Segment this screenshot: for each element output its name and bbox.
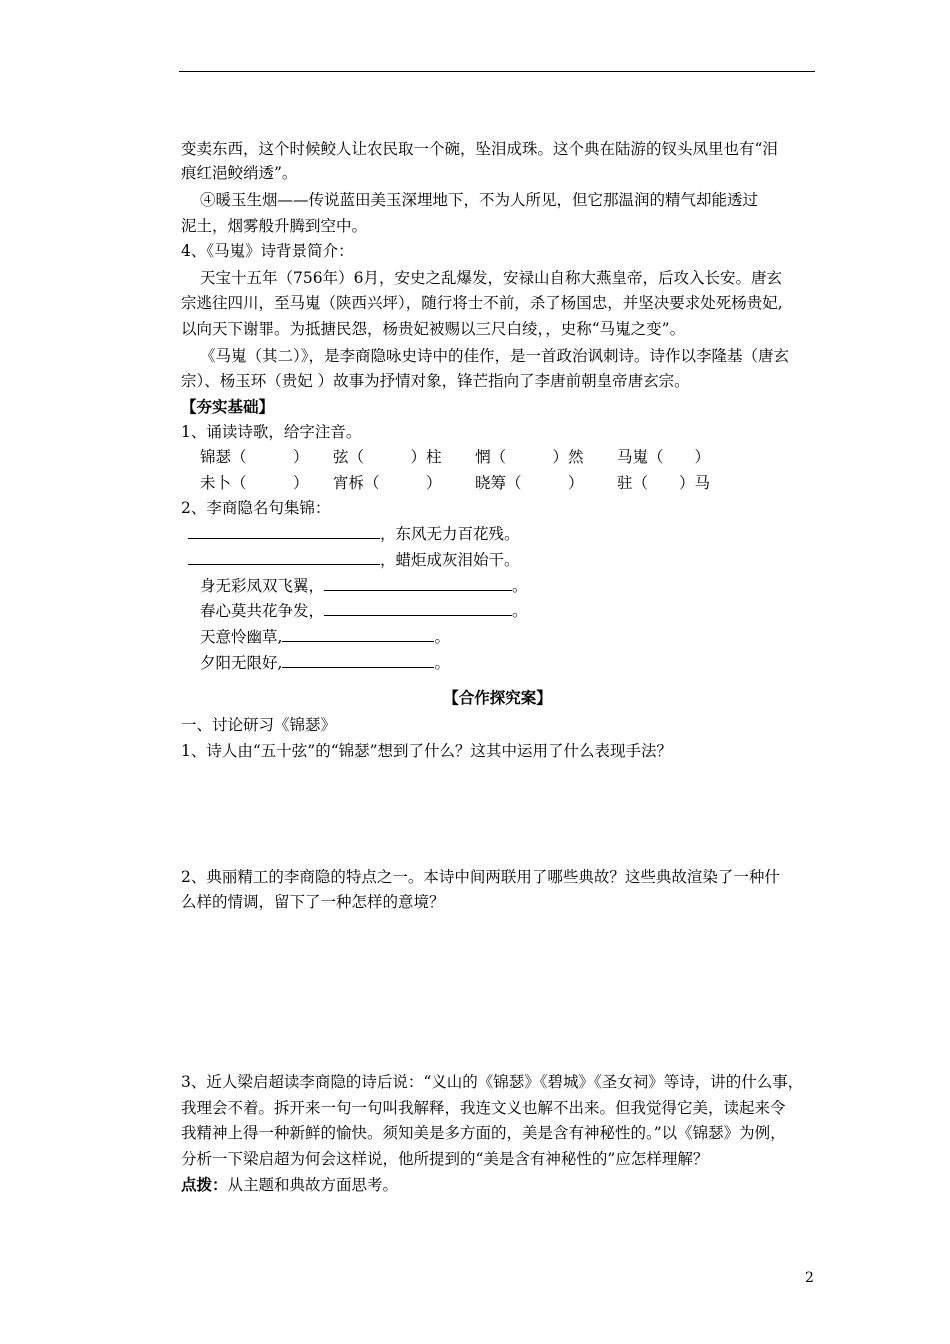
- hint: [181, 1174, 398, 1196]
- pinyin-item: 宵柝（ ）: [333, 474, 442, 492]
- verse-line: 夕阳无限好, 。: [200, 654, 450, 672]
- section4-p1-line2: 宗逃往四川，至马嵬（陕西兴坪），随行将士不前，杀了杨国忠，并坚决要求处死杨贵妃,: [181, 294, 783, 312]
- fill-blank[interactable]: [188, 549, 380, 565]
- pinyin-item: 晓筹（ ）: [475, 474, 584, 492]
- verse-line: 身无彩凤双飞翼， 。: [200, 577, 528, 595]
- pinyin-item: 惘（ ）然: [475, 448, 584, 466]
- hint-text: 从主题和典故方面思考。: [227, 1176, 399, 1194]
- para1-line1: 变卖东西，这个时候鲛人让农民取一个碗，坠泪成珠。这个典在陆游的钗头凤里也有“泪: [181, 140, 778, 158]
- pinyin-item: 驻（ ）马: [617, 474, 711, 492]
- hint-label: 点拨：: [181, 1175, 228, 1194]
- question-3-line1: 3、近人梁启超读李商隐的诗后说：“义山的《锦瑟》《碧城》《圣女祠》等诗，讲的什么事，: [181, 1073, 804, 1091]
- basics-q1: 1、诵读诗歌，给字注音。: [181, 423, 362, 441]
- pinyin-item: 弦（ ）柱: [333, 448, 442, 466]
- para2-line1: ④暖玉生烟——传说蓝田美玉深埋地下，不为人所见，但它那温润的精气却能透过: [200, 191, 759, 209]
- header-rule: [179, 71, 815, 72]
- fill-blank[interactable]: [282, 626, 434, 642]
- explore-subheading: 一、讨论研习《锦瑟》: [181, 716, 337, 734]
- section4-p1-line1: 天宝十五年（756年）6月，安史之乱爆发，安禄山自称大燕皇帝，后攻入长安。唐玄: [200, 269, 782, 287]
- para1-line2: 痕红浥鲛绡透”。: [181, 164, 298, 182]
- question-3-line2: 我理会不着。拆开来一句一句叫我解释，我连文义也解不出来。但我觉得它美，读起来令: [181, 1099, 786, 1117]
- para2-line2: 泥土，烟雾般升腾到空中。: [181, 217, 368, 235]
- question-2-line1: 2、典丽精工的李商隐的特点之一。本诗中间两联用了哪些典故？这些典故渲染了一种什: [181, 868, 780, 886]
- fill-blank[interactable]: [324, 600, 512, 616]
- pinyin-item: 锦瑟（ ）: [200, 448, 309, 466]
- basics-q2: 2、李商隐名句集锦：: [181, 499, 331, 517]
- question-1: 1、诗人由“五十弦”的“锦瑟”想到了什么？这其中运用了什么表现手法？: [181, 742, 673, 760]
- fill-blank[interactable]: [188, 523, 380, 539]
- question-3-line4: 分析一下梁启超为何会这样说，他所提到的“美是含有神秘性的”应怎样理解？: [181, 1150, 709, 1168]
- verse-line: ，东风无力百花残。: [188, 523, 520, 545]
- section4-heading: 4、《马嵬》诗背景简介：: [181, 242, 354, 260]
- verse-line: ，蜡炬成灰泪始干。: [188, 549, 520, 571]
- pinyin-item: 未卜（ ）: [200, 474, 309, 492]
- section4-p1-line3: 以向天下谢罪。为抵搪民怨，杨贵妃被赐以三尺白绫，，史称“马嵬之变”。: [181, 320, 686, 338]
- verse-line: 天意怜幽草, 。: [200, 628, 450, 646]
- verse-line: 春心莫共花争发， 。: [200, 602, 528, 620]
- question-3-line3: 我精神上得一种新鲜的愉快。须知美是多方面的，美是含有神秘性的。”以《锦瑟》为例，: [181, 1124, 786, 1142]
- section4-p2-line2: 宗）、杨玉环（贵妃 ）故事为抒情对象，锋芒指向了李唐前朝皇帝唐玄宗。: [181, 372, 690, 390]
- basics-heading: 【夯实基础】: [181, 397, 275, 416]
- page-number: 2: [805, 1270, 814, 1286]
- section4-p2-line1: 《马嵬（其二）》，是李商隐咏史诗中的佳作，是一首政治讽刺诗。诗作以李隆基（唐玄: [200, 347, 790, 365]
- fill-blank[interactable]: [324, 575, 512, 591]
- fill-blank[interactable]: [282, 652, 434, 668]
- pinyin-item: 马嵬（ ）: [617, 448, 711, 466]
- explore-title: 【合作探究案】: [443, 688, 552, 707]
- question-2-line2: 么样的情调，留下了一种怎样的意境？: [181, 893, 445, 911]
